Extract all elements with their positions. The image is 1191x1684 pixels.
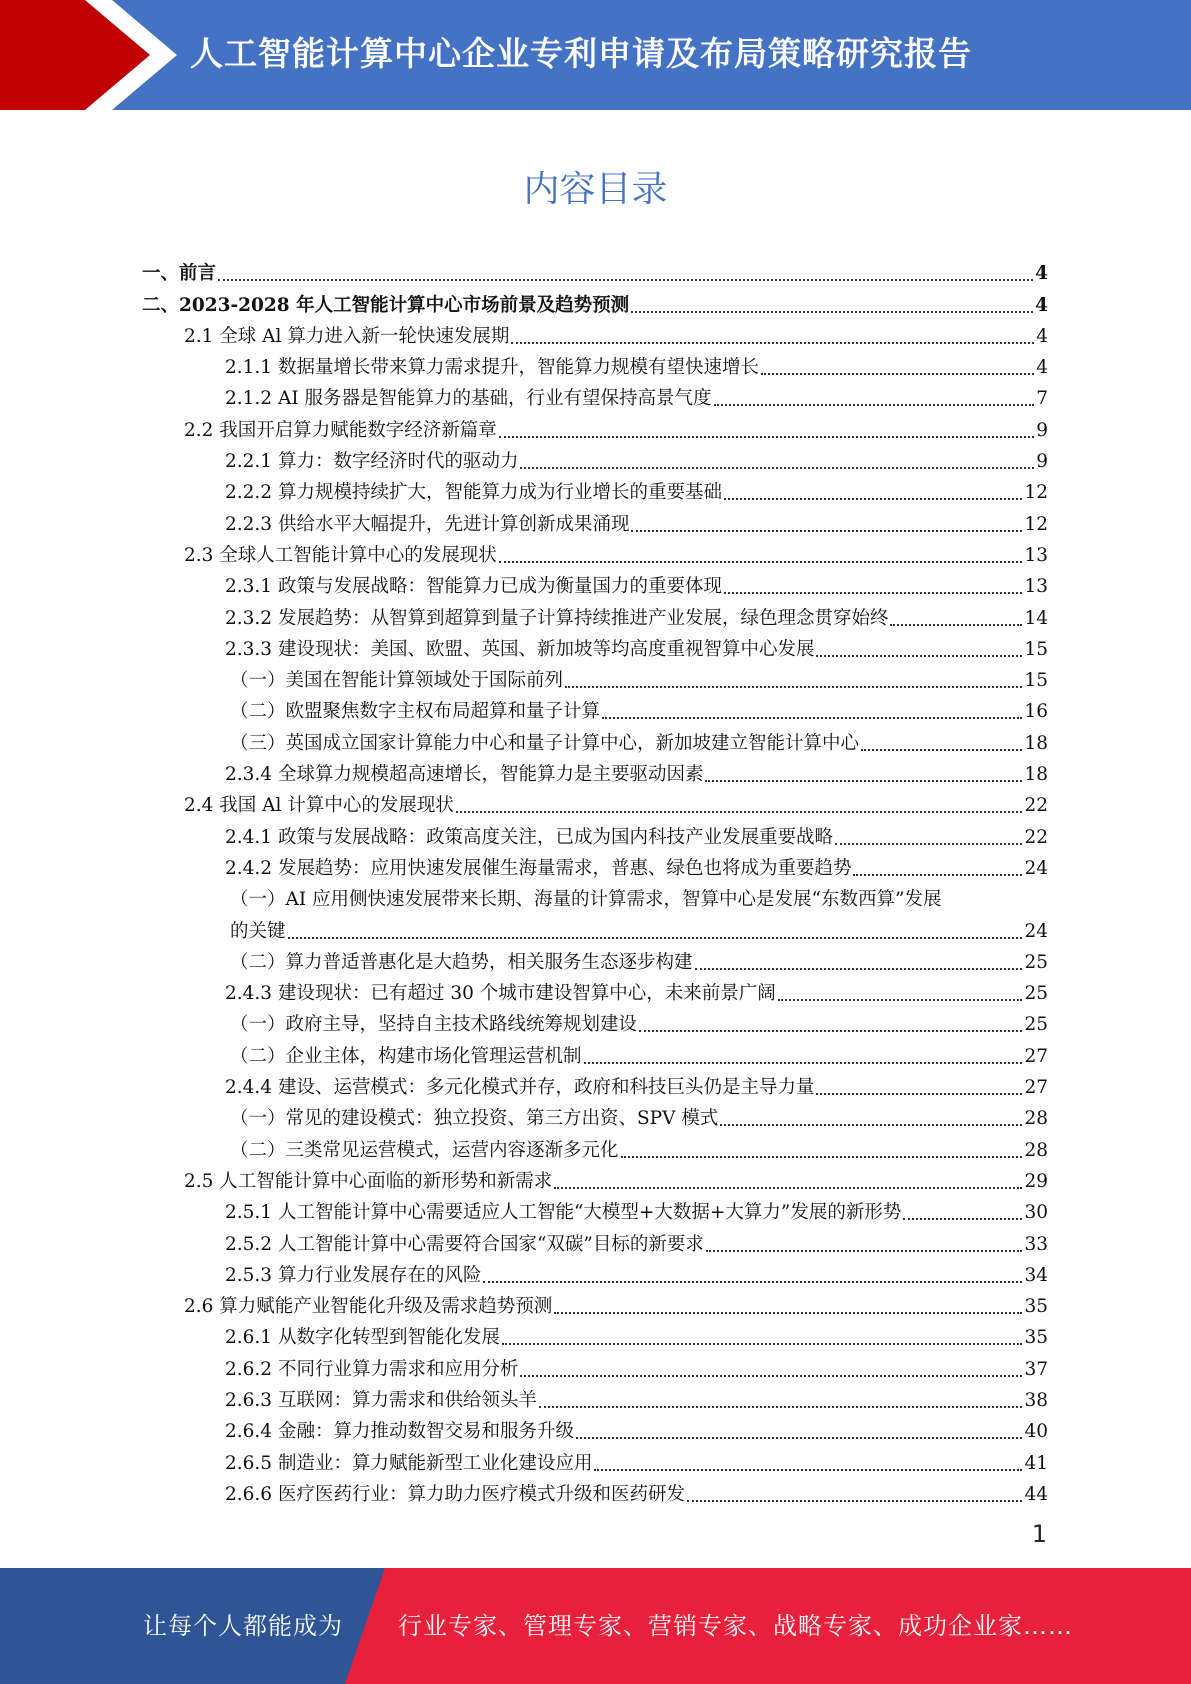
toc-dot-leader <box>554 1186 1022 1189</box>
toc-dot-leader <box>483 1280 1022 1283</box>
toc-dot-leader <box>631 310 1033 313</box>
toc-entry-label: 2.6.6 医疗医药行业：算力助力医疗模式升级和医药研发 <box>225 1483 685 1505</box>
toc-entry-label: 2.6.5 制造业：算力赋能新型工业化建设应用 <box>225 1452 593 1474</box>
toc-entry-label: 2.5 人工智能计算中心面临的新形势和新需求 <box>184 1170 553 1192</box>
toc-entry[interactable] <box>142 1037 1048 1068</box>
toc-entry-label: 2.4.1 政策与发展战略：政策高度关注，已成为国内科技产业发展重要战略 <box>225 826 833 848</box>
toc-entry-page: 25 <box>1024 951 1048 973</box>
toc-dot-leader <box>594 1468 1022 1471</box>
toc-entry[interactable] <box>142 1444 1048 1475</box>
toc-entry[interactable] <box>142 1413 1048 1444</box>
toc-entry-label: 2.4 我国 Al 计算中心的发展现状 <box>184 795 454 817</box>
toc-entry[interactable] <box>142 724 1048 755</box>
toc-entry[interactable] <box>142 662 1048 693</box>
toc-entry-label: （三）英国成立国家计算能力中心和量子计算中心，新加坡建立智能计算中心 <box>230 732 860 754</box>
toc-entry-page: 35 <box>1024 1296 1048 1318</box>
toc-dot-leader <box>861 748 1022 751</box>
toc-entry-label: 2.5.1 人工智能计算中心需要适应人工智能“大模型+大数据+大算力”发展的新形势 <box>225 1202 902 1224</box>
table-of-contents <box>142 255 1048 1507</box>
toc-entry[interactable] <box>142 411 1048 442</box>
toc-dot-leader <box>602 716 1022 719</box>
toc-entry-page: 4 <box>1035 294 1048 316</box>
toc-dot-leader <box>761 372 1034 375</box>
toc-dot-leader <box>554 1311 1022 1314</box>
toc-entry-label: （二）三类常见运营模式，运营内容逐渐多元化 <box>230 1139 619 1161</box>
toc-dot-leader <box>520 1374 1022 1377</box>
toc-dot-leader <box>565 685 1022 688</box>
toc-entry[interactable] <box>142 881 1048 912</box>
toc-dot-leader <box>695 967 1023 970</box>
toc-entry[interactable] <box>142 693 1048 724</box>
toc-entry-label: （一）常见的建设模式：独立投资、第三方出资、SPV 模式 <box>230 1108 719 1130</box>
toc-dot-leader <box>903 1217 1022 1220</box>
toc-entry-label: 2.6.1 从数字化转型到智能化发展 <box>225 1327 500 1349</box>
toc-entry[interactable] <box>142 255 1048 286</box>
toc-dot-leader <box>576 1436 1022 1439</box>
toc-entry-label: 2.1.1 数据量增长带来算力需求提升，智能算力规模有望快速增长 <box>225 357 759 379</box>
toc-dot-leader <box>778 998 1023 1001</box>
toc-entry-label: 2.4.4 建设、运营模式：多元化模式并存，政府和科技巨头仍是主导力量 <box>225 1077 815 1099</box>
toc-entry-page: 4 <box>1036 357 1048 379</box>
toc-entry-page: 41 <box>1024 1452 1048 1474</box>
toc-entry-page: 25 <box>1024 983 1048 1005</box>
toc-dot-leader <box>853 873 1022 876</box>
toc-entry-page: 24 <box>1024 920 1048 942</box>
toc-dot-leader <box>288 936 1023 939</box>
toc-entry-page: 12 <box>1024 482 1048 504</box>
toc-entry-label: （一）政府主导，坚持自主技术路线统筹规划建设 <box>230 1014 638 1036</box>
toc-dot-leader <box>639 1029 1022 1032</box>
toc-entry-page: 18 <box>1024 732 1048 754</box>
toc-entry-label: 2.3.2 发展趋势：从智算到超算到量子计算持续推进产业发展，绿色理念贯穿始终 <box>225 607 889 629</box>
toc-dot-leader <box>687 1499 1022 1502</box>
toc-entry-page: 16 <box>1024 701 1048 723</box>
toc-entry[interactable] <box>142 1319 1048 1350</box>
toc-entry-page: 33 <box>1024 1233 1048 1255</box>
toc-entry[interactable] <box>142 380 1048 411</box>
toc-dot-leader <box>714 403 1035 406</box>
page-header <box>0 0 1191 110</box>
toc-entry[interactable] <box>142 850 1048 881</box>
toc-entry-label: 2.4.3 建设现状：已有超过 30 个城市建设智算中心，未来前景广阔 <box>225 983 776 1005</box>
toc-dot-leader <box>816 654 1022 657</box>
toc-entry[interactable] <box>142 443 1048 474</box>
toc-entry-page: 38 <box>1024 1389 1048 1411</box>
toc-entry-page: 9 <box>1036 451 1048 473</box>
toc-dot-leader <box>218 278 1033 281</box>
page-number: 1 <box>1031 1520 1047 1548</box>
toc-entry-page: 7 <box>1036 388 1048 410</box>
toc-dot-leader <box>724 497 1022 500</box>
toc-entry-page: 35 <box>1024 1327 1048 1349</box>
toc-entry[interactable] <box>142 756 1048 787</box>
toc-dot-leader <box>502 1342 1022 1345</box>
toc-entry[interactable] <box>142 818 1048 849</box>
toc-entry-page: 24 <box>1024 857 1048 879</box>
toc-dot-leader <box>706 1249 1023 1252</box>
toc-entry-page: 27 <box>1024 1077 1048 1099</box>
toc-entry-label: （一）美国在智能计算领域处于国际前列 <box>230 670 564 692</box>
toc-entry[interactable] <box>142 1131 1048 1162</box>
toc-entry-page: 18 <box>1024 764 1048 786</box>
toc-entry-label: （二）企业主体，构建市场化管理运营机制 <box>230 1045 582 1067</box>
toc-entry-label: 2.3 全球人工智能计算中心的发展现状 <box>184 544 497 566</box>
toc-dot-leader <box>705 779 1022 782</box>
toc-entry-page: 37 <box>1024 1358 1048 1380</box>
toc-entry-label: 2.2.3 供给水平大幅提升，先进计算创新成果涌现 <box>225 513 630 535</box>
toc-dot-leader <box>499 560 1023 563</box>
toc-entry[interactable] <box>142 1163 1048 1194</box>
toc-dot-leader <box>835 842 1022 845</box>
toc-dot-leader <box>720 1123 1022 1126</box>
toc-entry[interactable] <box>142 1194 1048 1225</box>
toc-entry[interactable] <box>142 1476 1048 1507</box>
toc-entry-page: 13 <box>1024 576 1048 598</box>
toc-entry-label: 2.2.2 算力规模持续扩大，智能算力成为行业增长的重要基础 <box>225 482 722 504</box>
toc-entry-label: 2.1 全球 Al 算力进入新一轮快速发展期 <box>184 325 510 347</box>
toc-entry-label: 2.3.1 政策与发展战略：智能算力已成为衡量国力的重要体现 <box>225 576 722 598</box>
toc-dot-leader <box>890 623 1022 626</box>
toc-entry-label: 2.4.2 发展趋势：应用快速发展催生海量需求，普惠、绿色也将成为重要趋势 <box>225 857 852 879</box>
toc-entry-label: 2.6.4 金融：算力推动数智交易和服务升级 <box>225 1421 574 1443</box>
toc-dot-leader <box>539 1405 1022 1408</box>
toc-dot-leader <box>631 529 1022 532</box>
toc-dot-leader <box>520 466 1034 469</box>
toc-entry-page: 28 <box>1024 1139 1048 1161</box>
toc-entry-label: 2.3.4 全球算力规模超高速增长，智能算力是主要驱动因素 <box>225 764 704 786</box>
toc-entry[interactable] <box>142 1288 1048 1319</box>
toc-entry-label: 2.3.3 建设现状：美国、欧盟、英国、新加坡等均高度重视智算中心发展 <box>225 638 815 660</box>
toc-entry[interactable] <box>142 1069 1048 1100</box>
toc-dot-leader <box>511 341 1034 344</box>
toc-entry[interactable] <box>142 944 1048 975</box>
toc-dot-leader <box>456 810 1023 813</box>
footer-slogan-left: 让每个人都能成为 <box>143 1612 343 1640</box>
toc-entry[interactable] <box>142 286 1048 317</box>
toc-entry[interactable] <box>142 1225 1048 1256</box>
toc-entry-page: 15 <box>1024 670 1048 692</box>
toc-entry-label: 2.5.3 算力行业发展存在的风险 <box>225 1264 482 1286</box>
toc-entry[interactable] <box>142 599 1048 630</box>
toc-entry[interactable] <box>142 787 1048 818</box>
toc-dot-leader <box>621 1155 1023 1158</box>
toc-dot-leader <box>499 435 1034 438</box>
toc-entry-page: 30 <box>1024 1202 1048 1224</box>
toc-entry[interactable] <box>142 349 1048 380</box>
toc-entry-label: （二）欧盟聚焦数字主权布局超算和量子计算 <box>230 701 601 723</box>
toc-entry-page: 4 <box>1035 263 1048 285</box>
toc-entry-label: 二、2023-2028 年人工智能计算中心市场前景及趋势预测 <box>142 294 630 316</box>
toc-entry-page: 14 <box>1024 607 1048 629</box>
toc-entry[interactable] <box>142 975 1048 1006</box>
toc-entry-label: 的关键 <box>230 920 286 942</box>
toc-entry[interactable] <box>142 474 1048 505</box>
toc-entry[interactable] <box>142 568 1048 599</box>
toc-entry-page: 44 <box>1024 1483 1048 1505</box>
toc-entry[interactable] <box>142 505 1048 536</box>
toc-entry-page: 28 <box>1024 1108 1048 1130</box>
page-footer <box>0 1568 1191 1684</box>
toc-entry-page: 25 <box>1024 1014 1048 1036</box>
toc-entry-page: 12 <box>1024 513 1048 535</box>
toc-entry-page: 34 <box>1024 1264 1048 1286</box>
toc-entry-page: 22 <box>1024 826 1048 848</box>
toc-entry[interactable] <box>142 1350 1048 1381</box>
toc-entry[interactable] <box>142 1382 1048 1413</box>
toc-entry[interactable] <box>142 1100 1048 1131</box>
toc-entry-page: 15 <box>1024 638 1048 660</box>
toc-entry-label: 2.5.2 人工智能计算中心需要符合国家“双碳”目标的新要求 <box>225 1233 704 1255</box>
toc-entry[interactable] <box>142 1006 1048 1037</box>
toc-entry-label: 2.6.3 互联网：算力需求和供给领头羊 <box>225 1389 537 1411</box>
toc-entry[interactable] <box>142 631 1048 662</box>
toc-entry[interactable] <box>142 912 1048 943</box>
toc-entry[interactable] <box>142 1257 1048 1288</box>
toc-entry-page: 40 <box>1024 1421 1048 1443</box>
toc-entry-label: 2.2.1 算力：数字经济时代的驱动力 <box>225 451 519 473</box>
toc-title: 内容目录 <box>523 169 668 210</box>
toc-dot-leader <box>816 1092 1022 1095</box>
toc-entry[interactable] <box>142 537 1048 568</box>
toc-entry-page: 9 <box>1036 419 1048 441</box>
toc-entry-label: （一）AI 应用侧快速发展带来长期、海量的计算需求，智算中心是发展“东数西算”发展 <box>230 889 942 911</box>
toc-entry-page: 4 <box>1036 325 1048 347</box>
toc-entry[interactable] <box>142 318 1048 349</box>
toc-dot-leader <box>724 591 1022 594</box>
toc-entry-page: 27 <box>1024 1045 1048 1067</box>
toc-entry-page: 29 <box>1024 1170 1048 1192</box>
toc-entry-label: （二）算力普适普惠化是大趋势，相关服务生态逐步构建 <box>230 951 693 973</box>
toc-entry-label: 2.2 我国开启算力赋能数字经济新篇章 <box>184 419 497 441</box>
toc-dot-leader <box>584 1061 1023 1064</box>
toc-entry-label: 2.6 算力赋能产业智能化升级及需求趋势预测 <box>184 1296 553 1318</box>
footer-slogan-right: 行业专家、管理专家、营销专家、战略专家、成功企业家…… <box>398 1612 1073 1640</box>
report-title: 人工智能计算中心企业专利申请及布局策略研究报告 <box>190 34 972 73</box>
toc-entry-label: 2.6.2 不同行业算力需求和应用分析 <box>225 1358 519 1380</box>
toc-entry-page: 22 <box>1024 795 1048 817</box>
toc-entry-label: 一、前言 <box>142 263 217 285</box>
toc-entry-label: 2.1.2 AI 服务器是智能算力的基础，行业有望保持高景气度 <box>225 388 712 410</box>
toc-entry-page: 13 <box>1024 544 1048 566</box>
